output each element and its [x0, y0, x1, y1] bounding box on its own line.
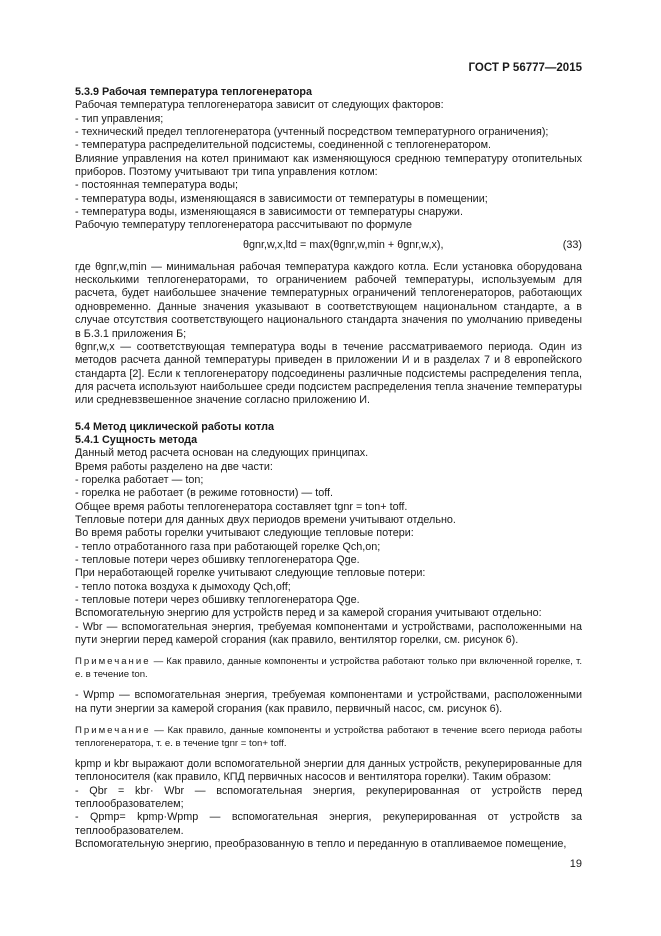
section-heading-5-4-1: 5.4.1 Сущность метода: [75, 433, 198, 446]
note-text: — Как правило, данные компоненты и устройства работают в течение всего периода работы теплогенератора, т. е. в течение tgnr = ton+ toff.: [75, 725, 583, 750]
section-heading-5-4: 5.4 Метод циклической работы котла: [75, 420, 274, 433]
list-item: - температура воды, изменяющаяся в зависимости от температуры снаружи.: [75, 206, 463, 219]
note-label: Примечание: [75, 725, 151, 737]
list-item: - Wbr — вспомогательная энергия, требуемая компонентами и устройствами, расположенными на пути энергии перед камерой сгорания (как правило, вентилятор горелки, см. рисунок 6).: [75, 620, 582, 647]
spacer: [75, 750, 582, 758]
list-item: - тип управления;: [75, 112, 164, 125]
list-item: - Wpmp — вспомогательная энергия, требуемая компонентами и устройствами, расположенными на пути энергии за камерой сгорания (как правило, первичный насос, см. рисунок 6).: [75, 689, 582, 715]
note: [75, 655, 582, 681]
paragraph: Данный метод расчета основан на следующих принципах.: [75, 447, 369, 460]
section-heading-5-3-9: 5.3.9 Рабочая температура теплогенератора: [75, 86, 313, 98]
list-item: - тепло отработанного газа при работающей горелке Qch,on;: [75, 540, 381, 553]
paragraph: Тепловые потери для данных двух периодов времени учитывают отдельно.: [75, 513, 456, 526]
spacer: [75, 681, 582, 689]
page-content: [75, 86, 582, 852]
list-item: - температура распределительной подсистемы, соединенной с теплогенератором.: [75, 139, 492, 152]
list-item: - температура воды, изменяющаяся в зависимости от температуры в помещении;: [75, 192, 488, 205]
formula-expression: θgnr,w,x,ltd = max(θgnr,w,min + θgnr,w,x),: [243, 238, 444, 251]
definition-paragraph: где θgnr,w,min — минимальная рабочая температура каждого котла. Если установка оборудована несколькими теплогенераторами, то ограничением рабочей температуры, используемым для расчета, будет наибольшее значение температурных ограничений теплогенераторов, работающих одновременно. Данные значения указывают в соответствующем национальном стандарте, а в случае отсутствия соответствующего национального стандарта значения по умолчанию приведены в Б.3.1 приложения Б;: [75, 260, 582, 340]
list-item: - технический предел теплогенератора (учтенный посредством температурного ограничения);: [75, 126, 549, 139]
paragraph: Вспомогательную энергию, преобразованную в тепло и переданную в отапливаемое помещение,: [75, 838, 567, 851]
list-item: - горелка работает — ton;: [75, 473, 204, 486]
paragraph: kpmp и kbr выражают доли вспомогательной энергии для данных устройств, рекуперированные для теплоносителя (как правило, КПД первичных насосов и вентилятора горелки). Таким образом:: [75, 758, 582, 784]
formula-33: [75, 239, 582, 255]
spacer: [75, 647, 582, 655]
note-text: — Как правило, данные компоненты и устройства работают только при включенной горелке, т. е. в течение ton.: [75, 656, 583, 681]
paragraph: Вспомогательную энергию для устройств перед и за камерой сгорания учитывают отдельно:: [75, 607, 542, 620]
paragraph: Время работы разделено на две части:: [75, 460, 273, 473]
spacer: [75, 408, 582, 421]
document-id: ГОСТ Р 56777—2015: [468, 62, 582, 74]
list-item: - постоянная температура воды;: [75, 179, 238, 192]
paragraph: Рабочую температуру теплогенератора рассчитывают по формуле: [75, 219, 413, 232]
paragraph: При неработающей горелке учитывают следующие тепловые потери:: [75, 567, 426, 580]
note-label: Примечание: [75, 656, 151, 668]
paragraph: Общее время работы теплогенератора составляет tgnr = ton+ toff.: [75, 500, 408, 513]
page-number: 19: [569, 858, 582, 870]
spacer: [75, 716, 582, 724]
definition-paragraph: θgnr,w,x — соответствующая температура воды в течение рассматриваемого периода. Один из методов расчета данной температуры приведен в приложении И и в разделах 7 и 8 европейского стандарта [2]. Если к теплогенератору подсоединены различные подсистемы распределения тепла, для расчета используют наибольшее среди подсистем распределения тепла значение температуры или средневзвешенное значение согласно приложению И.: [75, 340, 582, 407]
list-item: - тепловые потери через обшивку теплогенератора Qge.: [75, 594, 360, 607]
list-item: - тепловые потери через обшивку теплогенератора Qge.: [75, 554, 360, 566]
formula-number: (33): [562, 238, 582, 251]
list-item: - горелка не работает (в режиме готовности) — toff.: [75, 487, 334, 500]
list-item: - Qbr = kbr· Wbr — вспомогательная энергия, рекуперированная от устройств перед теплообразователем;: [75, 784, 582, 811]
list-item: - Qpmp= kpmp·Wpmp — вспомогательная энергия, рекуперированная от устройств за теплообразователем.: [75, 811, 582, 837]
list-item: - тепло потока воздуха к дымоходу Qch,off;: [75, 580, 291, 593]
paragraph: Рабочая температура теплогенератора зависит от следующих факторов:: [75, 99, 444, 112]
paragraph: Во время работы горелки учитывают следующие тепловые потери:: [75, 527, 414, 540]
note: [75, 724, 582, 750]
paragraph: Влияние управления на котел принимают как изменяющуюся среднюю температуру отопительных приборов. Поэтому учитывают три типа управления котлом:: [75, 152, 582, 179]
